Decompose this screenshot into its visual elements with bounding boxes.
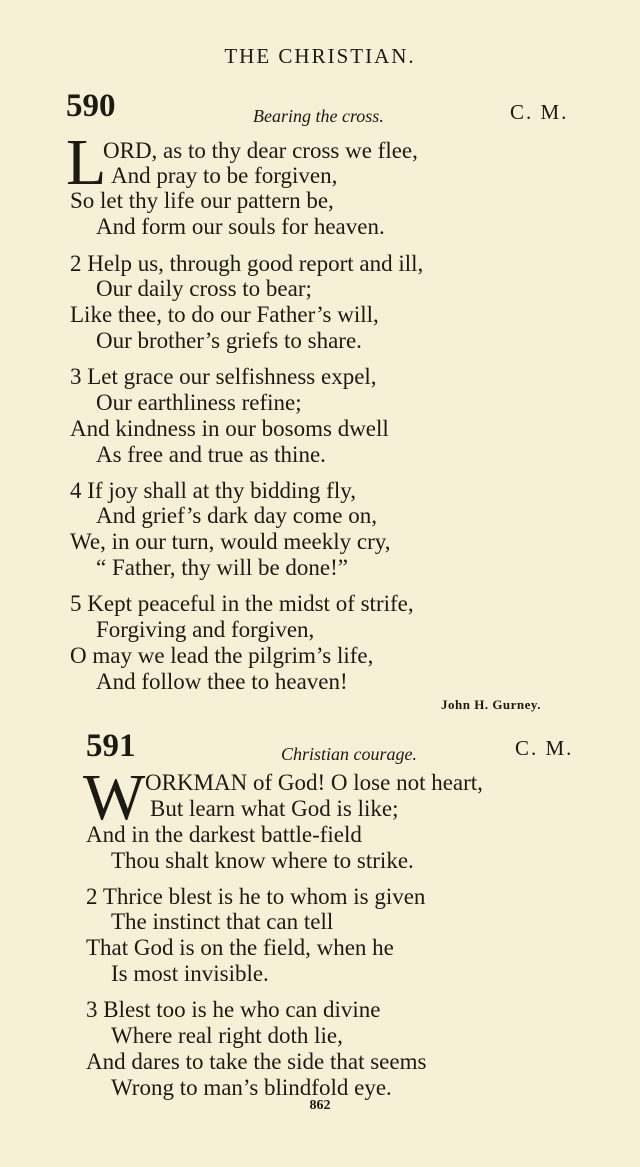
hymn-title: Christian courage.: [281, 744, 418, 764]
verse-line: So let thy life our pattern be,: [70, 188, 334, 213]
hymn-title: Bearing the cross.: [253, 106, 384, 126]
hymn-meter: C. M.: [510, 100, 569, 124]
verse-line: 2 Help us, through good report and ill,: [70, 251, 424, 276]
verse-line: 5 Kept peaceful in the midst of strife,: [70, 591, 414, 616]
verse-line: We, in our turn, would meekly cry,: [70, 529, 391, 554]
verse-line: O may we lead the pilgrim’s life,: [70, 643, 374, 668]
verse-line: Wrong to man’s blindfold eye.: [111, 1075, 392, 1100]
verse-line: ORD, as to thy dear cross we flee,: [103, 138, 418, 163]
verse-line: That God is on the field, when he: [86, 935, 394, 960]
drop-cap: W: [83, 761, 146, 834]
verse-line: Like thee, to do our Father’s will,: [70, 302, 379, 327]
page-number: 862: [309, 1098, 331, 1113]
verse-line: As free and true as thine.: [96, 442, 326, 467]
hymn-590-header: [0, 88, 640, 128]
verse-line: And in the darkest battle-field: [86, 822, 362, 847]
hymn-number: 590: [66, 88, 116, 124]
verse-line: 4 If joy shall at thy bidding fly,: [70, 478, 356, 503]
verse-line: ORKMAN of God! O lose not heart,: [145, 770, 483, 795]
verse-line: And kindness in our bosoms dwell: [70, 416, 389, 441]
hymn-meter: C. M.: [515, 736, 574, 760]
verse-line: Thou shalt know where to strike.: [111, 848, 414, 873]
verse-line: 3 Let grace our selfishness expel,: [70, 364, 377, 389]
verse-line: Forgiving and forgiven,: [96, 617, 315, 642]
verse-line: Where real right doth lie,: [111, 1023, 343, 1048]
drop-cap: L: [66, 126, 107, 199]
verse-line: The instinct that can tell: [111, 909, 334, 934]
verse-line: And follow thee to heaven!: [96, 669, 348, 694]
verse-line: 2 Thrice blest is he to whom is given: [86, 884, 426, 909]
verse-line: And form our souls for heaven.: [96, 214, 385, 239]
verse-line: Our daily cross to bear;: [96, 276, 312, 301]
verse-line: “ Father, thy will be done!”: [96, 555, 349, 580]
verse-line: Is most invisible.: [111, 961, 269, 986]
verse-line: 3 Blest too is he who can divine: [86, 997, 381, 1022]
verse-line: And grief’s dark day come on,: [96, 503, 378, 528]
verse-line: And dares to take the side that seems: [86, 1049, 427, 1074]
running-head: THE CHRISTIAN.: [224, 44, 416, 68]
hymn-author: John H. Gurney.: [441, 697, 541, 712]
verse-line: But learn what God is like;: [150, 796, 399, 821]
verse-line: Our brother’s griefs to share.: [96, 328, 362, 353]
verse-line: And pray to be forgiven,: [111, 163, 338, 188]
verse-line: Our earthliness refine;: [96, 390, 302, 415]
hymn-number: 591: [86, 728, 136, 764]
